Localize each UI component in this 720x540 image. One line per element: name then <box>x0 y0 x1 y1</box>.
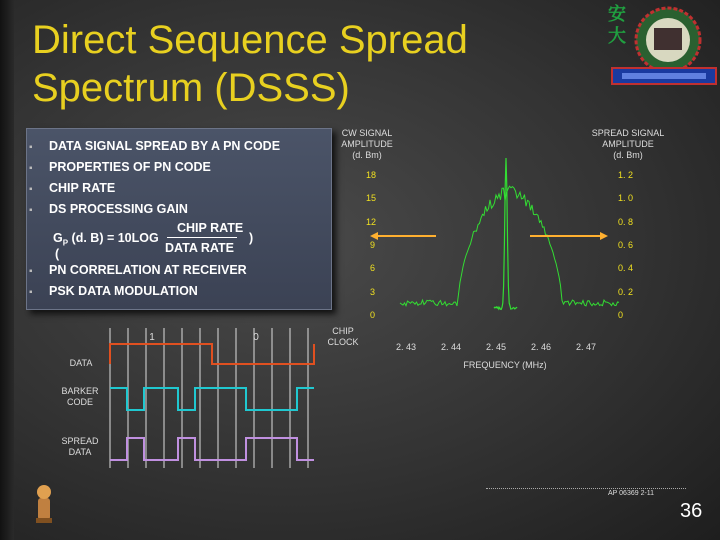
right-tick-label: 0. 2 <box>618 286 634 297</box>
bit-label-0: 0 <box>253 332 259 343</box>
spectrum-plot <box>330 120 630 330</box>
right-tick-label: 0. 8 <box>618 216 634 227</box>
footer-rule <box>486 488 686 490</box>
formula-open-paren: ( <box>55 247 60 261</box>
left-tick-label: 0 <box>370 309 376 320</box>
x-tick-label: 2. 47 <box>576 342 597 352</box>
bullet-marker: ▪ <box>29 163 33 174</box>
bullet-marker: ▪ <box>29 287 33 298</box>
spread-data-label: SPREAD DATA <box>61 436 99 457</box>
title-line-1: Direct Sequence Spread <box>32 18 468 62</box>
bullet-marker: ▪ <box>29 184 33 195</box>
formula-denominator: DATA RATE <box>165 241 234 255</box>
formula-fraction-bar <box>167 237 237 238</box>
bit-label-1: 1 <box>149 332 155 343</box>
left-tick-label: 9 <box>370 239 376 250</box>
bullet-text: PN CORRELATION AT RECEIVER <box>49 263 247 277</box>
slide-credit: AP 06369 2-11 <box>608 490 655 497</box>
formula-close-paren: ) <box>249 231 254 245</box>
x-tick-label: 2. 46 <box>531 342 552 352</box>
spread-axis-label: SPREAD SIGNAL AMPLITUDE (d. Bm) <box>591 128 665 160</box>
bullet-panel <box>26 128 332 310</box>
bullet-item <box>27 160 211 174</box>
x-tick-label: 2. 43 <box>396 342 417 352</box>
title-line-2: Spectrum (DSSS) <box>32 66 350 110</box>
formula-mid: (d. B) = 10LOG <box>68 231 159 245</box>
waveform-diagram <box>0 318 340 478</box>
slide-title <box>32 16 468 112</box>
formula-lhs: G <box>53 231 63 245</box>
bullet-text: PROPERTIES OF PN CODE <box>49 160 211 174</box>
bullet-item <box>27 181 115 195</box>
right-tick-label: 1. 2 <box>618 170 634 180</box>
university-logo <box>606 2 718 88</box>
barker-label: BARKER CODE <box>61 386 99 407</box>
page-number: 36 <box>680 500 703 522</box>
left-tick-label: 18 <box>366 170 377 180</box>
bullet-item <box>27 263 247 277</box>
x-tick-label: 2. 45 <box>486 342 507 352</box>
left-tick-label: 12 <box>366 216 377 227</box>
left-tick-label: 6 <box>370 263 376 274</box>
bullet-marker: ▪ <box>29 142 33 153</box>
cw-signal-trace <box>494 158 517 309</box>
x-axis-label: FREQUENCY (MHz) <box>463 360 547 370</box>
right-tick-label: 0. 6 <box>618 239 634 250</box>
cw-axis-label: CW SIGNAL AMPLITUDE (d. Bm) <box>341 128 393 160</box>
bullet-text: DATA SIGNAL SPREAD BY A PN CODE <box>49 139 281 153</box>
bullet-item <box>27 202 188 216</box>
bullet-text: DS PROCESSING GAIN <box>49 202 188 216</box>
x-tick-label: 2. 44 <box>441 342 462 352</box>
right-tick-label: 1. 0 <box>618 193 634 204</box>
data-waveform <box>110 344 314 364</box>
bullet-item <box>27 139 280 153</box>
svg-text:安: 安 <box>608 4 626 25</box>
left-arrow <box>370 232 436 240</box>
bullet-marker: ▪ <box>29 266 33 277</box>
left-tick-label: 3 <box>370 286 376 297</box>
processing-gain-formula <box>53 231 159 248</box>
bullet-item <box>27 284 198 298</box>
bullet-text: CHIP RATE <box>49 181 116 195</box>
spread-spectrum-trace <box>400 186 619 306</box>
chip-clock-lines <box>110 328 308 468</box>
barker-waveform <box>110 388 314 410</box>
chip-clock-label: CHIP CLOCK <box>327 326 359 347</box>
formula-numerator: CHIP RATE <box>177 221 244 235</box>
bullet-marker: ▪ <box>29 205 33 216</box>
right-tick-label: 0. 4 <box>618 263 634 274</box>
formula-subscript: P <box>62 238 69 248</box>
spread-waveform <box>110 438 314 460</box>
data-label: DATA <box>69 358 93 368</box>
right-arrow <box>530 232 608 240</box>
left-tick-label: 15 <box>366 193 377 204</box>
bullet-text: PSK DATA MODULATION <box>49 284 198 298</box>
right-tick-label: 0 <box>618 309 624 320</box>
mascot-icon <box>32 480 56 524</box>
svg-text:大: 大 <box>608 26 626 47</box>
